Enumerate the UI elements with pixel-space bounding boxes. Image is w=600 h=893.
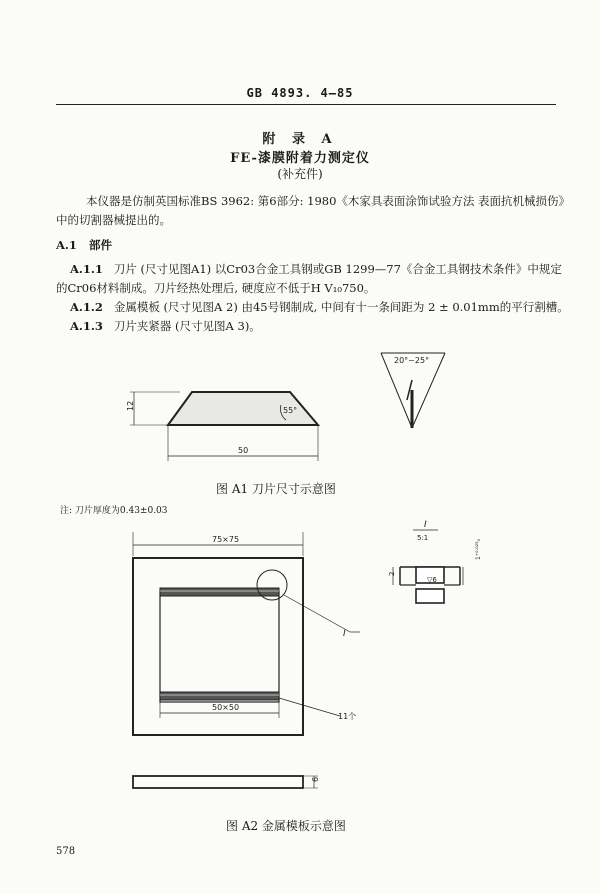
section-number: A.1	[56, 238, 77, 252]
dim-inner-label: 50×50	[212, 703, 240, 712]
appendix-note: (补充件)	[277, 167, 323, 181]
dim-thickness-label: 6	[311, 776, 320, 782]
detail-title: I	[424, 520, 427, 530]
detail-label: I	[343, 629, 346, 639]
template-front-view	[133, 532, 360, 735]
item-text: 金属模板 (尺寸见图A 2) 由45号钢制成, 中间有十一条间距为 2 ± 0.01mm的平行割槽。	[113, 300, 569, 314]
section-title: 部件	[88, 238, 112, 252]
figure-a2-caption: 图 A2 金属模板示意图	[226, 819, 346, 833]
intro-line-2: 中的切割器械提出的。	[56, 213, 171, 227]
dim-length-label: 50	[238, 446, 249, 455]
detail-scale: 5:1	[417, 534, 429, 542]
figure-a1-caption: 图 A1 刀片尺寸示意图	[216, 482, 336, 496]
item-a11-line-2: 的Cr06材料制成。刀片经热处理后, 硬度应不低于H V₁₀750。	[56, 281, 376, 295]
item-number: A.1.3	[70, 319, 103, 333]
standard-header: GB 4893. 4—85	[246, 86, 354, 100]
page-number: 578	[56, 846, 76, 857]
angle-top-label: 20°~25°	[394, 356, 430, 365]
item-number: A.1.1	[70, 262, 103, 276]
appendix-name: FE-漆膜附着力测定仪	[230, 151, 370, 166]
blade-side-view	[126, 392, 318, 461]
intro-line-1: 本仪器是仿制英国标准BS 3962: 第6部分: 1980《木家具表面涂饰试验方法 表面抗机械损伤》	[86, 194, 571, 208]
blade-angle-label: 55°	[283, 406, 298, 415]
figure-a1-note: 注: 刀片厚度为0.43±0.03	[60, 506, 168, 516]
slot-detail-view	[388, 520, 482, 603]
dim-outer-label: 75×75	[212, 535, 240, 544]
blade-angle-detail	[381, 353, 445, 428]
item-number: A.1.2	[70, 300, 103, 314]
roughness-symbol: ▽6	[427, 576, 437, 584]
slots-label: 11个	[338, 712, 357, 721]
detail-tolerance: 1⁺⁰·⁰²⁵₀	[475, 539, 482, 560]
template-side-view	[133, 776, 320, 788]
item-text: 刀片 (尺寸见图A1) 以Cr03合金工具钢或GB 1299—77《合金工具钢技术条件》中规定	[113, 262, 562, 276]
item-text: 刀片夹紧器 (尺寸见图A 3)。	[113, 319, 261, 333]
appendix-title: 附 录 A	[262, 132, 338, 147]
detail-dim-height: 2	[388, 571, 396, 576]
dim-height-label: 12	[126, 400, 135, 411]
